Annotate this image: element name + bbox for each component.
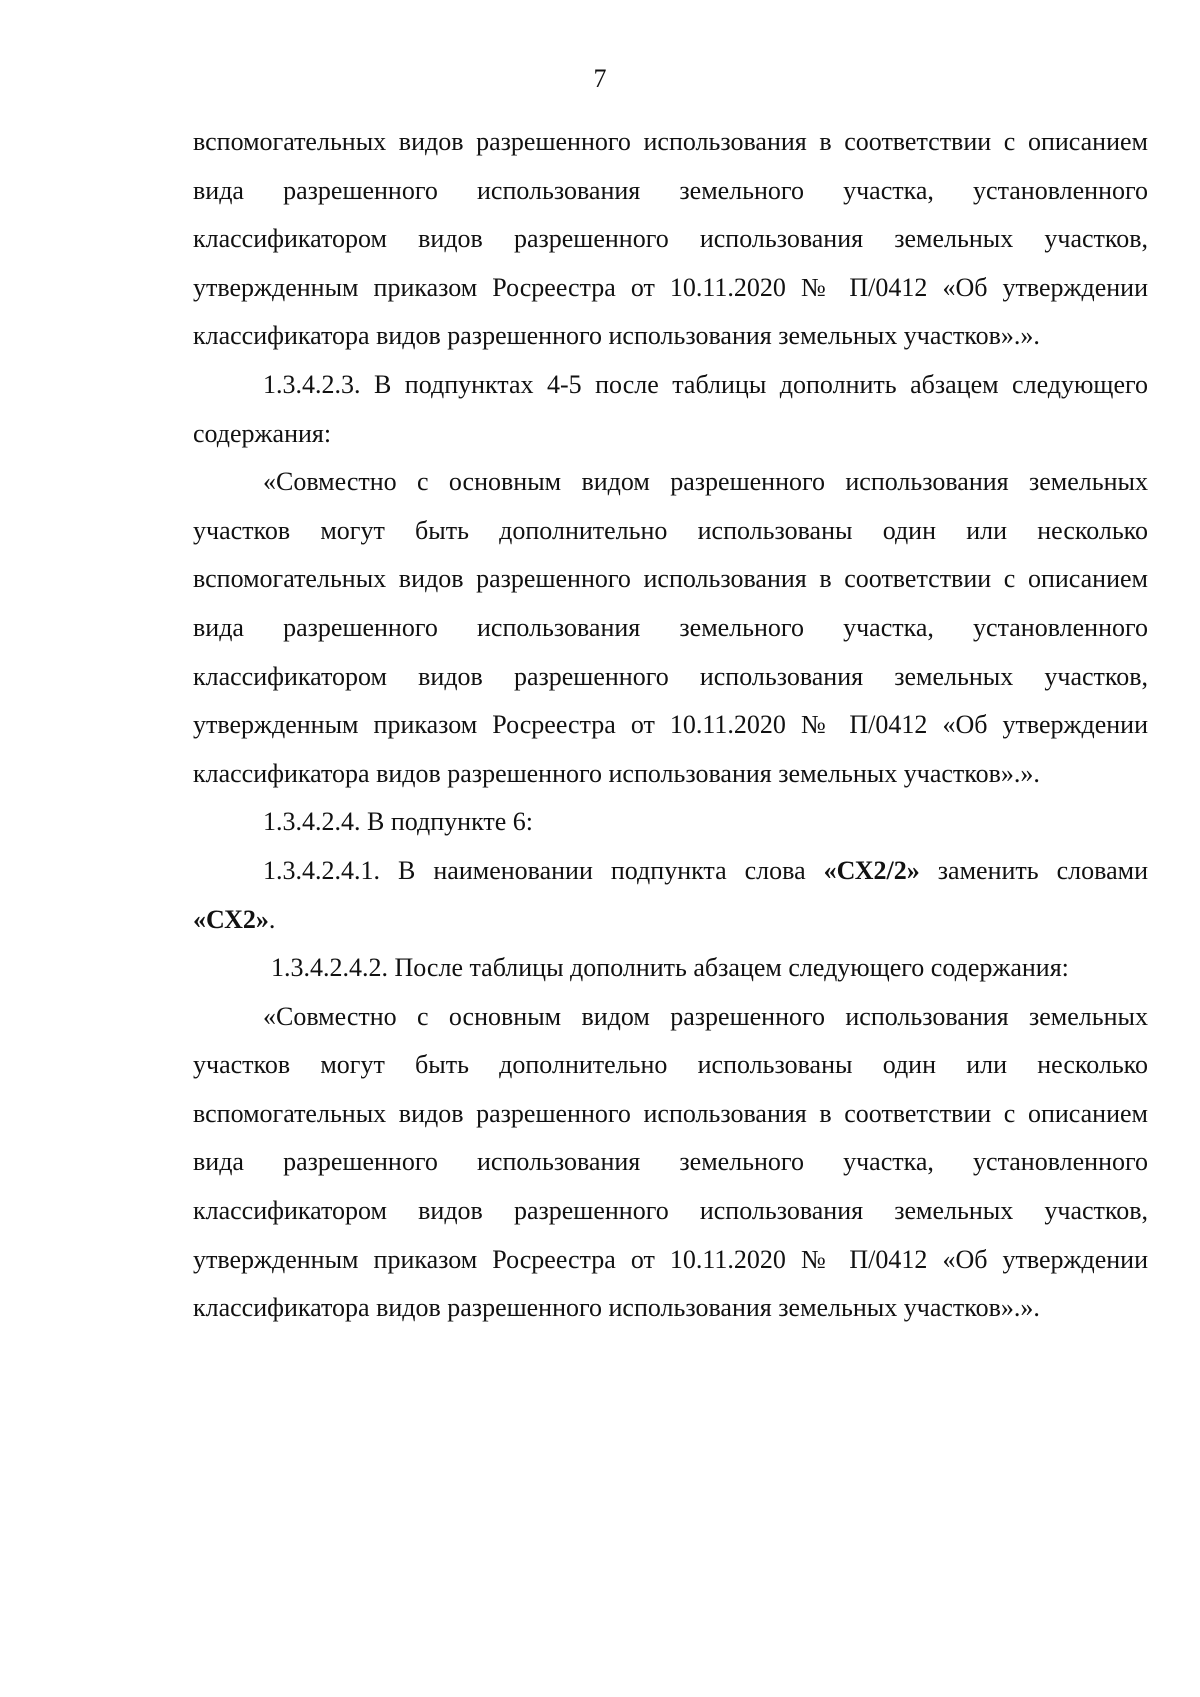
paragraph-quote-1: «Совместно с основным видом разрешенного использования земельных участков могут быть дополнительно использованы один или несколько вспомогательных видов разрешенного использования в соответствии с описанием вида разрешенного использования земельного участка, установленного классификатором видов разрешенного использования земельных участков, утвержденным приказом Росреестра от 10.11.2020 № П/0412 «Об утверждении классификатора видов разрешенного использования земельных участков».». [193, 467, 1148, 788]
paragraph-quote-2: «Совместно с основным видом разрешенного использования земельных участков могут быть дополнительно использованы один или несколько вспомогательных видов разрешенного использования в соответствии с описанием вида разрешенного использования земельного участка, установленного классификатором видов разрешенного использования земельных участков, утвержденным приказом Росреестра от 10.11.2020 № П/0412 «Об утверждении классификатора видов разрешенного использования земельных участков».». [193, 1001, 1148, 1323]
document-body [193, 118, 1148, 1333]
paragraph-1-3-4-2-3: 1.3.4.2.3. В подпунктах 4-5 после таблицы дополнить абзацем следующего содержания: [193, 369, 1148, 448]
paragraph-text-after: . [268, 904, 276, 934]
page-number: 7 [593, 64, 607, 93]
paragraph-1-3-4-2-4-1 [193, 847, 1148, 944]
paragraph-1-3-4-2-4-2: 1.3.4.2.4.2. После таблицы дополнить абзацем следующего содержания: [271, 953, 1069, 983]
paragraph-1-3-4-2-4: 1.3.4.2.4. В подпункте 6: [263, 807, 533, 837]
bold-term-new: «СХ2» [193, 904, 269, 934]
paragraph-text-before: 1.3.4.2.4.1. В наименовании подпункта слова [263, 855, 824, 885]
paragraph-text-middle: заменить словами [919, 855, 1148, 885]
bold-term-old: «СХ2/2» [823, 855, 920, 885]
paragraph-continuation: вспомогательных видов разрешенного использования в соответствии с описанием вида разрешенного использования земельного участка, установленного классификатором видов разрешенного использования земельных участков, утвержденным приказом Росреестра от 10.11.2020 № П/0412 «Об утверждении классификатора видов разрешенного использования земельных участков».». [193, 127, 1148, 351]
